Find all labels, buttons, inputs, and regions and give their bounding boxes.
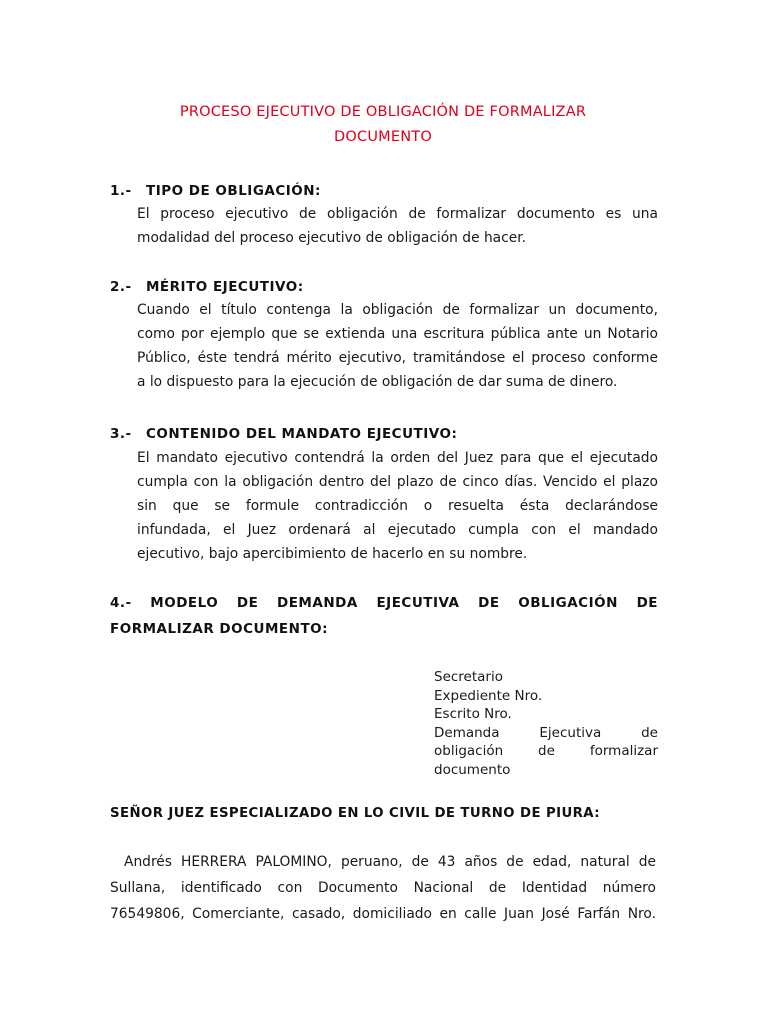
judge-address: SEÑOR JUEZ ESPECIALIZADO EN LO CIVIL DE TURNO DE PIURA: [110, 806, 600, 821]
paragraph-line: como por ejemplo que se extienda una escritura pública ante un Notario [137, 326, 658, 342]
section-3-paragraph [137, 446, 658, 566]
paragraph-line: modalidad del proceso ejecutivo de obligación de hacer. [137, 230, 527, 246]
section-3-number: 3.- [110, 426, 132, 442]
paragraph-line: Andrés HERRERA PALOMINO, peruano, de 43 años de edad, natural de [124, 854, 656, 870]
paragraph-line: ejecutivo, bajo apercibimiento de hacerlo en su nombre. [137, 546, 528, 562]
sumilla-line: Expediente Nro. [434, 687, 543, 704]
sumilla-line: documento [434, 761, 511, 778]
document-title-line2: DOCUMENTO [334, 129, 432, 145]
section-3-title: CONTENIDO DEL MANDATO EJECUTIVO: [146, 426, 458, 442]
paragraph-line: a lo dispuesto para la ejecución de obligación de dar suma de dinero. [137, 374, 618, 390]
section-1-heading [110, 181, 658, 201]
paragraph-line: cumpla con la obligación dentro del plazo de cinco días. Vencido el plazo [137, 474, 658, 490]
section-4-heading [110, 590, 658, 642]
section-1-number: 1.- [110, 183, 132, 199]
paragraph-line: Cuando el título contenga la obligación de formalizar un documento, [137, 302, 658, 318]
paragraph-line: Sullana, identificado con Documento Nacional de Identidad número [110, 880, 656, 896]
sumilla-block [434, 668, 658, 779]
paragraph-line: 76549806, Comerciante, casado, domiciliado en calle Juan José Farfán Nro. [110, 906, 656, 922]
section-4-heading-line2: FORMALIZAR DOCUMENTO: [110, 621, 329, 637]
section-3-heading [110, 424, 658, 444]
section-1-paragraph [137, 202, 658, 250]
section-2-title: MÉRITO EJECUTIVO: [146, 279, 304, 295]
paragraph-line: El mandato ejecutivo contendrá la orden del Juez para que el ejecutado [137, 450, 658, 466]
sumilla-line: Secretario [434, 669, 503, 685]
paragraph-line: Público, éste tendrá mérito ejecutivo, tramitándose el proceso conforme [137, 350, 658, 366]
paragraph-line: sin que se formule contradicción o resuelta ésta declarándose [137, 498, 658, 514]
claimant-paragraph [110, 849, 656, 927]
section-4-heading-line1: 4.- MODELO DE DEMANDA EJECUTIVA DE OBLIGACIÓN DE [110, 595, 658, 611]
document-title-line1: PROCESO EJECUTIVO DE OBLIGACIÓN DE FORMALIZAR [179, 104, 587, 120]
sumilla-line: Escrito Nro. [434, 706, 512, 722]
section-2-number: 2.- [110, 279, 132, 295]
section-2-heading [110, 277, 658, 297]
sumilla-line: obligación de formalizar [434, 743, 658, 759]
sumilla-line: Demanda Ejecutiva de [434, 724, 658, 741]
section-2-paragraph [137, 298, 658, 394]
paragraph-line: infundada, el Juez ordenará al ejecutado cumpla con el mandado [137, 522, 658, 538]
paragraph-line: El proceso ejecutivo de obligación de formalizar documento es una [137, 206, 658, 222]
section-1-title: TIPO DE OBLIGACIÓN: [146, 183, 321, 199]
